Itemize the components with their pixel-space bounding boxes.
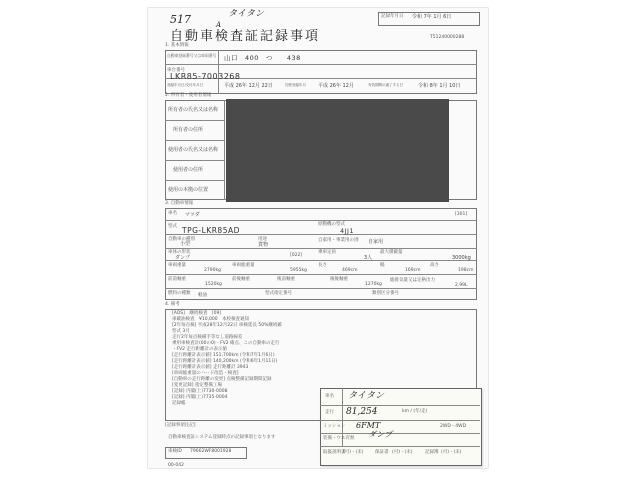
- section1-row-divider: [165, 64, 477, 65]
- height-label: 高さ: [430, 263, 439, 268]
- private-value: 自家用: [368, 239, 384, 245]
- capacity-label: 乗車定員: [318, 250, 336, 255]
- sticky-name-value: タイタン: [348, 391, 384, 401]
- note-line: [2年毎点検] 平成28年12月22日 車検延長 50%継続確: [172, 323, 282, 328]
- maxload-label: 最大積載量: [380, 250, 403, 255]
- shape-label: 車体の形状: [168, 250, 191, 255]
- note-line: 記録帳: [172, 401, 186, 406]
- front-axle-value: 1520kg: [205, 282, 222, 287]
- gross-value: 5955kg: [290, 268, 307, 273]
- model-value: TPG-LKR85AD: [182, 226, 240, 235]
- sticky-name-label: 車名: [325, 394, 334, 399]
- sticky-footer-label: 記録簿: [425, 450, 439, 455]
- footer-id-value: 79662WF8001928: [190, 449, 232, 454]
- sticky-option-value: ダンプ: [368, 430, 393, 439]
- note-line: [AOS] 継続検査 [09]: [172, 311, 222, 316]
- handwritten-a: A: [216, 21, 222, 29]
- note-line: 型式 3月: [172, 329, 190, 334]
- capacity-value: 3人: [364, 255, 373, 261]
- type-label: 自動車の種別: [168, 237, 195, 242]
- note-line: [記録] 内閣(上)7730-0008: [172, 389, 228, 394]
- section2-col-divider: [224, 100, 225, 200]
- class-label: 類別区分番号: [372, 291, 399, 296]
- sticky-divider: [320, 433, 480, 434]
- shape-code: [022]: [290, 253, 303, 258]
- footer-disclaimer: [記録事項注記]: [165, 423, 196, 428]
- first-reg-year-label: 初度登録年月: [285, 83, 306, 87]
- width-label: 幅: [380, 263, 385, 268]
- owner-address-label: 所有者の住所: [173, 127, 204, 133]
- section2-row-divider: [165, 180, 224, 181]
- expiry-value: 令和 8年 1月 10日: [418, 83, 461, 89]
- note-line: 車載油検査 ¥10,000 本校検査通知: [172, 317, 250, 322]
- record-date-value: 令和 7年 1月 6日: [412, 14, 452, 20]
- height-value: 198cm: [458, 268, 474, 273]
- fuel-label: 燃料の種類: [168, 291, 191, 296]
- chassis-label: 車台番号: [167, 68, 185, 73]
- displacement-label: 総排気量又は定格出力: [390, 278, 435, 283]
- length-label: 長さ: [318, 263, 327, 268]
- sticky-mission-label: ミッション: [323, 424, 346, 429]
- owner-name-label: 所有者の氏名又は名称: [168, 107, 219, 113]
- sticky-mileage-unit: km / (年/走): [402, 409, 428, 414]
- note-line: [走行距離計表示値] 走行距離計 3943: [172, 365, 249, 370]
- front-axle-label: 前前軸重: [168, 277, 186, 282]
- section4-heading: 4. 備考: [165, 302, 180, 307]
- note-line: ・FV2 走行距離計の表示値: [172, 347, 227, 352]
- s3-row: [165, 220, 477, 221]
- fuel-value: 軽油: [198, 293, 207, 298]
- sticky-mileage-label: 走行: [325, 410, 334, 415]
- first-reg-value: 平成 26年 12月 22日: [224, 83, 273, 89]
- gross-label: 車両総重量: [232, 263, 255, 268]
- note-line: [走行距離計表示値] 151,700km (令和7年1月6日): [172, 353, 275, 358]
- width-value: 169cm: [405, 268, 421, 273]
- note-line: [自動車の走行距離の変更] 点検整備記録期間記録: [172, 377, 272, 382]
- first-reg-year-value: 平成 26年 12月: [318, 83, 354, 89]
- usage-value: 貨物: [258, 242, 269, 248]
- note-line: [車両総重量のハード改造・検査]: [172, 371, 239, 376]
- s3-row: [165, 248, 477, 249]
- first-reg-label: 登録年月日/交付年月日: [167, 83, 204, 87]
- sticky-divider: [320, 420, 480, 421]
- document-title: 自動車検査証記録事項: [170, 29, 321, 44]
- section2-row-divider: [165, 160, 224, 161]
- reg-number-label: 自動車登録番号又は車両番号: [167, 53, 217, 58]
- weight-label: 車両重量: [168, 263, 186, 268]
- sticky-divider: [320, 446, 480, 447]
- note-line: [変更記録] 指定整備工場: [172, 383, 222, 388]
- sticky-footer-label: 取扱説明書: [323, 450, 346, 455]
- front2-label: 前後軸重: [232, 277, 250, 282]
- sticky-footer-label: 保証書: [375, 450, 389, 455]
- sticky-option-label: 装備・ウエ有無: [323, 436, 355, 441]
- footer-page-ref: 00-042: [168, 463, 184, 468]
- car-name-value: マツダ: [185, 212, 200, 218]
- type-value: 小型: [180, 241, 191, 247]
- displacement-value: 2.99L: [455, 283, 468, 288]
- length-value: 469cm: [342, 268, 358, 273]
- private-label: 自家用・事業用の別: [318, 238, 359, 243]
- footer-id-label: 車検ID: [168, 449, 182, 454]
- rear-axle-value: 1270kg: [365, 282, 382, 287]
- sticky-mission-value: 6FMT: [356, 421, 381, 430]
- handwritten-number: 517: [170, 13, 191, 26]
- model-label: 型式: [168, 224, 177, 229]
- reg-number-value: 山口 400 つ 438: [224, 54, 301, 62]
- redacted-block: [226, 99, 449, 202]
- user-name-label: 使用者の氏名又は名称: [168, 147, 219, 153]
- car-name-label: 車名: [168, 211, 177, 216]
- section3-heading: 3. 自動車情報: [165, 201, 194, 206]
- car-name-code: [301]: [455, 212, 468, 217]
- footer-note: 自動車検査証システム登録時点の記録事項となります: [168, 435, 276, 440]
- sticky-footer-value: (可)・(未): [392, 450, 413, 455]
- sticky-divider: [320, 405, 480, 406]
- section2-row-divider: [165, 120, 224, 121]
- note-line: 走行2年毎点検備手等なし道路線差: [172, 335, 243, 340]
- section1-heading: 1. 基本情報: [165, 43, 189, 48]
- note-line: [記録] 内閣(上)7735-0004: [172, 395, 228, 400]
- section2-row-divider: [165, 140, 224, 141]
- chassis-value: LKR85-7003268: [170, 72, 241, 81]
- note-line: [走行距離計表示値] 140,200km (令和6年1月11日): [172, 359, 278, 364]
- usage-label: 用途: [258, 237, 267, 242]
- weight-value: 2790kg: [204, 268, 221, 273]
- spec-label: 型式指定番号: [265, 291, 292, 296]
- motor-value: 4JJ1: [340, 227, 355, 235]
- rear-axle-label: 後後軸重: [330, 277, 348, 282]
- s3-row: [165, 260, 477, 261]
- note-line: 乗用車検査計(00の0)・FV2 確点、この自動車の走行: [172, 341, 280, 346]
- sticky-mileage-value: 81,254: [346, 407, 378, 417]
- section2-heading: 2. 所有者・使用者情報: [165, 93, 212, 98]
- s3-row: [165, 288, 477, 289]
- sticky-footer-value: (可)・(未): [441, 450, 462, 455]
- rear-front-label: 後前軸重: [277, 277, 295, 282]
- base-location-label: 使用の本拠の位置: [168, 187, 209, 193]
- s3-row: [165, 274, 477, 275]
- shape-value: ダンプ: [175, 255, 191, 261]
- motor-label: 原動機の型式: [318, 222, 345, 227]
- doc-number: T51240000288: [430, 35, 465, 40]
- user-address-label: 使用者の住所: [173, 167, 204, 173]
- sticky-drive: 2WD・4WD: [440, 424, 467, 429]
- maxload-value: 3000kg: [452, 255, 471, 261]
- expiry-label: 有効期間の満了する日: [368, 83, 403, 87]
- record-date-label: 記録年月日: [381, 14, 404, 19]
- handwritten-name: タイタン: [228, 9, 264, 19]
- sticky-footer-value: (可)・(未): [343, 450, 364, 455]
